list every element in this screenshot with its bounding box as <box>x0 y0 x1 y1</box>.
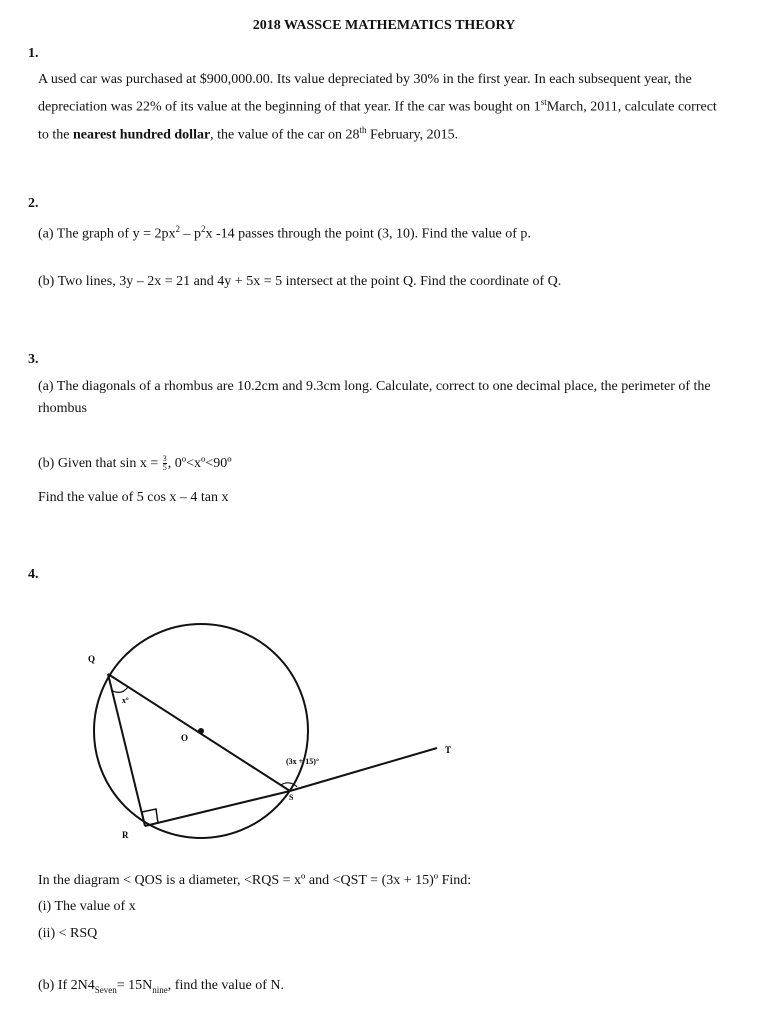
question-4-number: 4. <box>28 567 39 582</box>
chord-RS <box>145 791 290 826</box>
fraction-three-fifths: $\frac{3}{5}$ <box>162 454 167 473</box>
label-angle-QST: (3x + 15)° <box>286 757 320 766</box>
page-title: 2018 WASSCE MATHEMATICS THEORY <box>252 18 516 33</box>
question-2-number: 2. <box>28 196 39 211</box>
question-4-statement: In the diagram < QOS is a diameter, <RQS = xº and <QST = (3x + 15)º Find: <box>38 873 472 888</box>
label-x: xº <box>122 696 129 705</box>
question-3b: (b) Given that sin x = $\frac{3}{5}$ , 0º<xº<90º <box>38 454 232 473</box>
tangent-ST <box>290 748 437 791</box>
question-2a: (a) The graph of $y = 2px^2 - p^2x$ -14 passes through the point (3, 10). Find the value of p. <box>38 224 531 242</box>
question-3a: (a) The diagonals of a rhombus are 10.2cm and 9.3cm long. Calculate, correct to one decimal place, the perimeter of the rhombus <box>38 379 711 416</box>
label-R: R <box>122 830 129 840</box>
question-3-number: 3. <box>28 352 39 367</box>
circle-diagram <box>0 600 768 860</box>
question-1-text: A used car was purchased at $900,000.00. Its value depreciated by 30% in the first year. In each subsequent year, the depreciation was 22% of its value at the beginning of that year. If the car was bought on 1stMarch, 2011, calculate correct to the nearest hundred dollar, the value of the car on 28th February, 2015. <box>38 72 717 143</box>
angle-arc-Q <box>111 687 128 692</box>
question-4-part-ii: (ii) < RSQ <box>38 926 98 941</box>
label-Q: Q <box>88 654 96 664</box>
question-4-part-i: (i) The value of x <box>38 899 136 914</box>
question-1-number: 1. <box>28 46 39 61</box>
question-2b: (b) Two lines, 3y – 2x = 21 and 4y + 5x = 5 intersect at the point Q. Find the coordinate of Q. <box>38 274 562 289</box>
question-3b-line2: Find the value of 5 cos x – 4 tan x <box>38 490 229 505</box>
center-point <box>198 728 204 734</box>
label-S: S <box>289 793 294 802</box>
label-T: T <box>445 745 452 755</box>
question-4b: (b) If $2N4_{Seven}= 15N_{nine}$, find the value of N. <box>38 978 285 995</box>
label-O: O <box>181 733 189 743</box>
